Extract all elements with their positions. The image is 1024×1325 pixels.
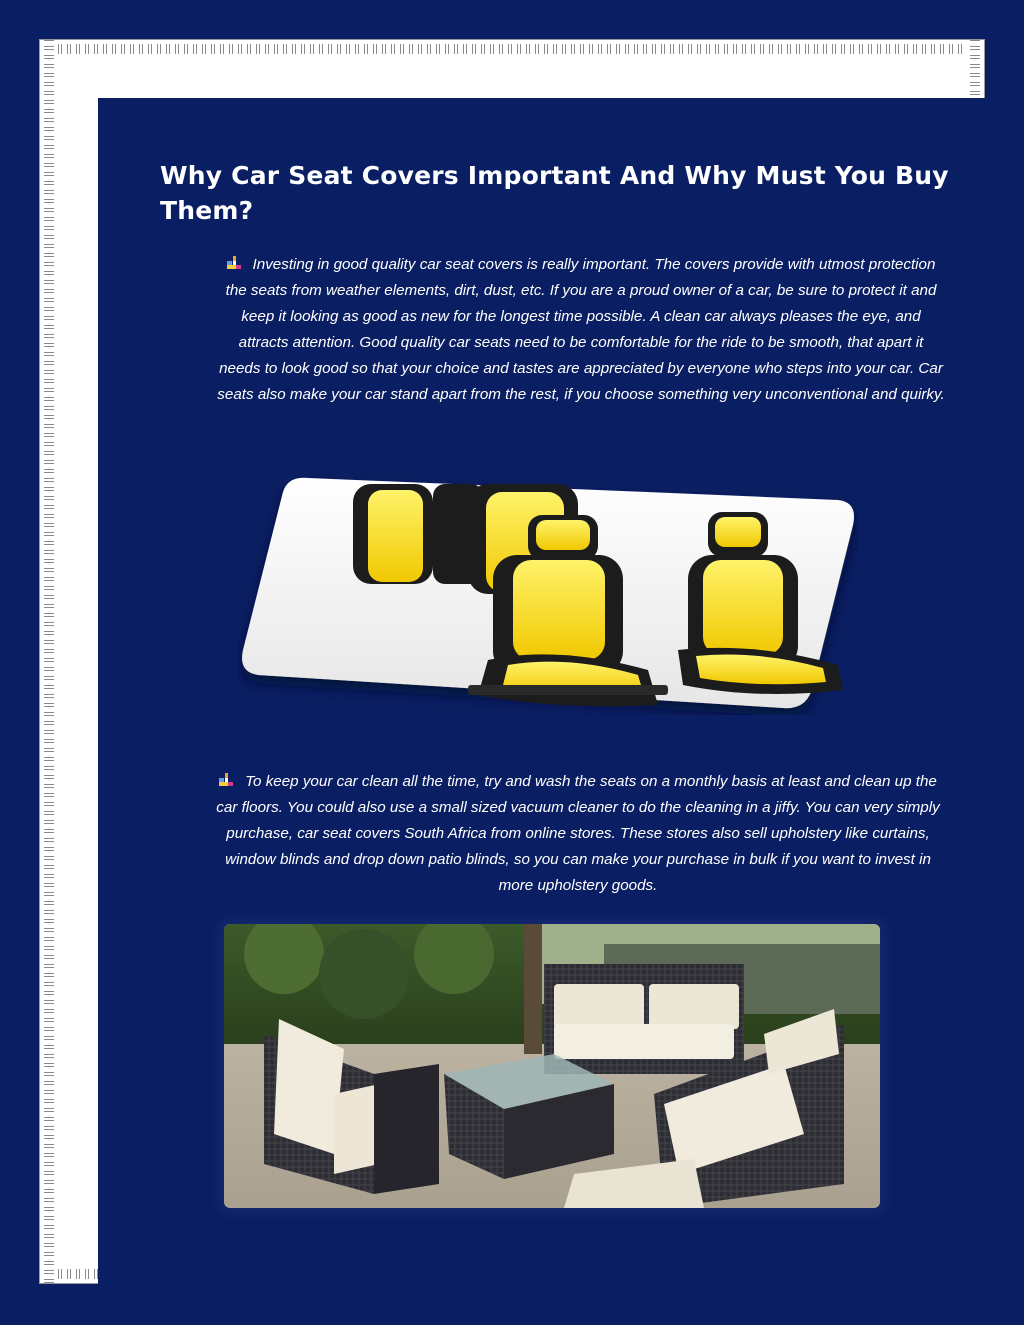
page-content	[98, 98, 1006, 1305]
square-bullet-icon	[219, 773, 233, 787]
car-seat-covers-image	[238, 470, 858, 715]
paragraph-1-text: Investing in good quality car seat covers is really important. The covers provide with utmost protection the seats from weather elements, dirt, dust, etc. If you are a proud owner of a car, be sure to protect it and keep it looking as good as new for the longest time possible. A clean car always pleases the eye, and attracts attention. Good quality car seats need to be comfortable for the ride to be smooth, that apart it needs to look good so that your choice and tastes are appreciated by everyone who steps into your car. Car seats also make your car stand apart from the rest, if you choose something very unconventional and quirky.	[217, 256, 945, 403]
page-border-frame	[39, 39, 985, 1284]
border-top	[40, 40, 984, 58]
page-title: Why Car Seat Covers Important And Why Must You Buy Them?	[160, 161, 949, 225]
paragraph-1	[216, 252, 946, 408]
car-seats-illustration	[238, 470, 858, 715]
square-bullet-icon	[227, 256, 241, 270]
paragraph-2-text: To keep your car clean all the time, try and wash the seats on a monthly basis at least and clean up the car floors. You could also use a small sized vacuum cleaner to do the cleaning in a jiffy. You can very simply purchase, car seat covers South Africa from online stores. These stores also sell upholstery like curtains, window blinds and drop down patio blinds, so you can make your purchase in bulk if you want to invest in more upholstery goods.	[216, 773, 940, 894]
patio-furniture-illustration	[224, 924, 880, 1208]
paragraph-2	[208, 769, 948, 899]
patio-furniture-image	[224, 924, 880, 1208]
border-left	[40, 40, 58, 1283]
